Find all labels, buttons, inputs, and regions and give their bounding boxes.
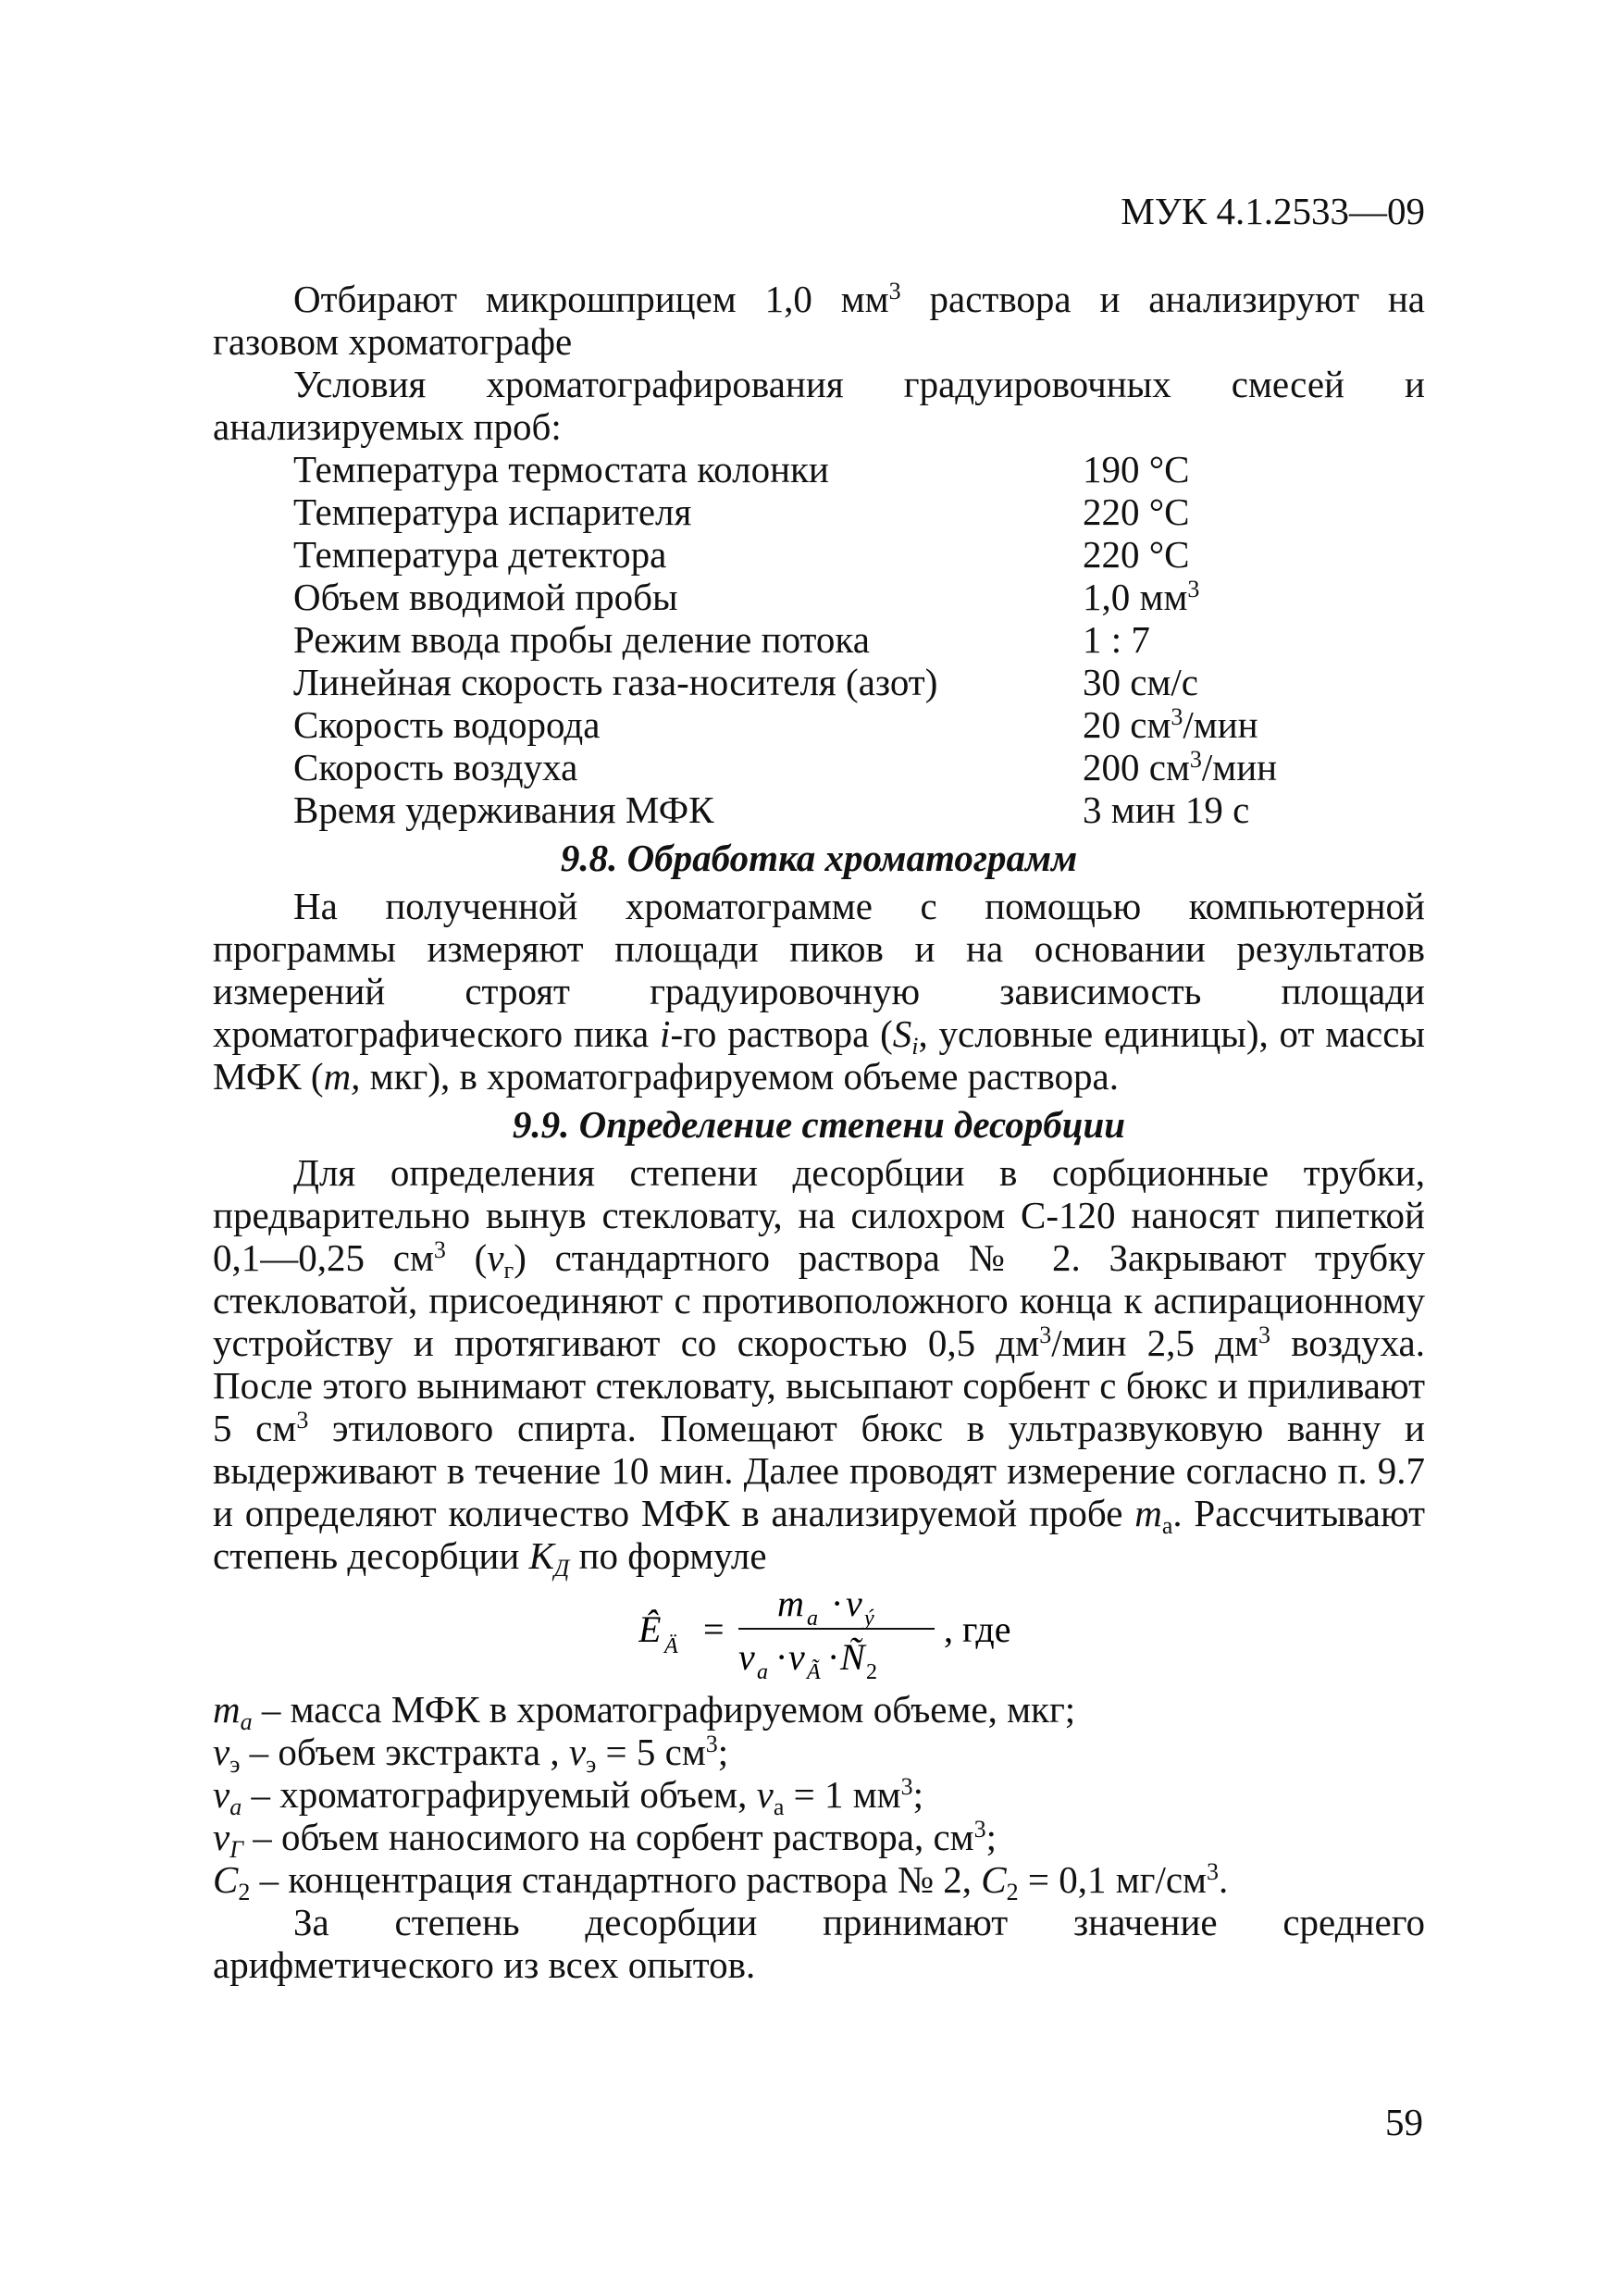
formula-num-dot: · bbox=[831, 1582, 844, 1624]
param-row bbox=[293, 448, 1425, 490]
formula-den-c: Ñ bbox=[840, 1636, 865, 1678]
param-name: Режим ввода пробы деление потока bbox=[293, 618, 870, 661]
section-heading-9-8: 9.8. Обработка хроматограмм bbox=[560, 837, 1078, 879]
text-span: раствора и анализируют на газовом хроматографе bbox=[213, 278, 1425, 363]
param-value: 190 °С bbox=[1083, 448, 1190, 490]
definition-row: $С_2$ – концентрация стандартного раствора № 2, $С_2 = 0,1$ $мг/см^3$. bbox=[213, 1858, 1229, 1905]
param-name: Температура детектора bbox=[293, 533, 667, 576]
param-row bbox=[293, 533, 1425, 576]
formula-lhs-sub: Ä bbox=[664, 1634, 678, 1658]
param-name: Объем вводимой пробы bbox=[293, 576, 678, 618]
formula-lhs: Ê bbox=[638, 1608, 662, 1650]
formula-den-dot2: · bbox=[827, 1636, 840, 1678]
variable-definitions bbox=[213, 1688, 1425, 1905]
param-value: 220 °С bbox=[1083, 533, 1190, 576]
chromatography-params-list bbox=[293, 448, 1425, 831]
param-row bbox=[293, 576, 1425, 618]
paragraph-processing: На полученной хроматограмме с помощью компьютерной программы измеряют площади пиков и на основании результатов измерений строят градуировочную зависимость площади хроматографического пика i-го раствора ($S_i$, условные единицы), от массы МФК (m, мкг), в хроматографируемом объеме раствора. bbox=[213, 885, 1425, 1098]
param-row bbox=[293, 490, 1425, 533]
paragraph-closing: За степень десорбции принимают значение среднего арифметического из всех опытов. bbox=[213, 1901, 1425, 1986]
param-value: 200 $см^3$/мин bbox=[1083, 746, 1278, 788]
param-name: Температура термостата колонки bbox=[293, 448, 829, 490]
formula-den-dot1: · bbox=[775, 1636, 788, 1678]
param-row bbox=[293, 746, 1425, 788]
formula-den-c-sub: 2 bbox=[866, 1660, 877, 1684]
param-row bbox=[293, 788, 1425, 831]
param-value: 3 мин 19 с bbox=[1083, 788, 1250, 831]
param-row bbox=[293, 703, 1425, 746]
definition-row: $v_Г$ – объем наносимого на сорбент раствора, $см^3$; bbox=[213, 1816, 997, 1863]
param-value: 30 см/с bbox=[1083, 661, 1198, 703]
formula-den-v1: v bbox=[738, 1636, 755, 1678]
definition-row: $v_а$ – хроматографируемый объем, $v_а = 1$ $мм^3$; bbox=[213, 1773, 924, 1820]
formula-svg bbox=[638, 1581, 1231, 1684]
param-value: 1 : 7 bbox=[1083, 618, 1150, 661]
desorption-formula bbox=[213, 1581, 1425, 1684]
formula-num-v: v bbox=[846, 1582, 862, 1624]
param-name: Температура испарителя bbox=[293, 490, 692, 533]
definition-row: $m_а$ – масса МФК в хроматографируемом объеме, мкг; bbox=[213, 1688, 1076, 1735]
formula-num-m-sub: a bbox=[807, 1607, 818, 1631]
section-heading-9-9: 9.9. Определение степени десорбции bbox=[512, 1103, 1126, 1146]
param-name: Скорость воздуха bbox=[293, 746, 578, 788]
param-row bbox=[293, 618, 1425, 661]
param-name: Скорость водорода bbox=[293, 703, 601, 746]
document-body bbox=[213, 278, 1425, 1986]
page-header-doc-code: МУК 4.1.2533—09 bbox=[1121, 190, 1425, 232]
superscript: 3 bbox=[888, 278, 901, 304]
param-name: Время удерживания МФК bbox=[293, 788, 714, 831]
formula-num-v-sub: ý bbox=[864, 1607, 874, 1631]
param-value: 20 $см^3$/мин bbox=[1083, 703, 1258, 746]
param-row bbox=[293, 661, 1425, 703]
paragraph-sampling bbox=[213, 278, 1425, 363]
param-value: 220 °С bbox=[1083, 490, 1190, 533]
param-name: Линейная скорость газа-носителя (азот) bbox=[293, 661, 938, 703]
formula-den-v2: v bbox=[788, 1636, 805, 1678]
page-number: 59 bbox=[1385, 2101, 1423, 2143]
formula-equals: = bbox=[703, 1608, 725, 1650]
param-value: 1,0 $мм^3$ bbox=[1083, 576, 1200, 618]
formula-den-v2-sub: Ã bbox=[807, 1660, 821, 1684]
text-span: Отбирают микрошприцем 1,0 мм bbox=[293, 278, 889, 320]
definition-row: $v_э$ – объем экстракта , $v_э = 5$ $см^3$; bbox=[213, 1731, 729, 1778]
paragraph-conditions: Условия хроматографирования градуировочных смесей и анализируемых проб: bbox=[213, 363, 1425, 448]
formula-where: , где bbox=[944, 1608, 1011, 1650]
paragraph-desorption: Для определения степени десорбции в сорбционные трубки, предварительно вынув стекловату, на силохром С-120 наносят пипеткой 0,1—0,25 $см^3$ $(v_г)$ стандартного раствора № 2. Закрывают трубку стекловатой, присоединяют с противоположного конца к аспирационному устройству и протягивают со скоростью 0,5 $дм^3$/мин 2,5 $дм^3$ воздуха. После этого вынимают стекловату, высыпают сорбент с бюкс и приливают 5 $см^3$ этилового спирта. Помещают бюкс в ультразвуковую ванну и выдерживают в течение 10 мин. Далее проводят измерение согласно п. 9.7 и определяют количество МФК в анализируемой пробе $m_а$. Рассчитывают степень десорбции $К_Д$ по формуле bbox=[213, 1151, 1425, 1582]
formula-den-v1-sub: a bbox=[757, 1660, 768, 1684]
formula-num-m: m bbox=[777, 1582, 804, 1624]
